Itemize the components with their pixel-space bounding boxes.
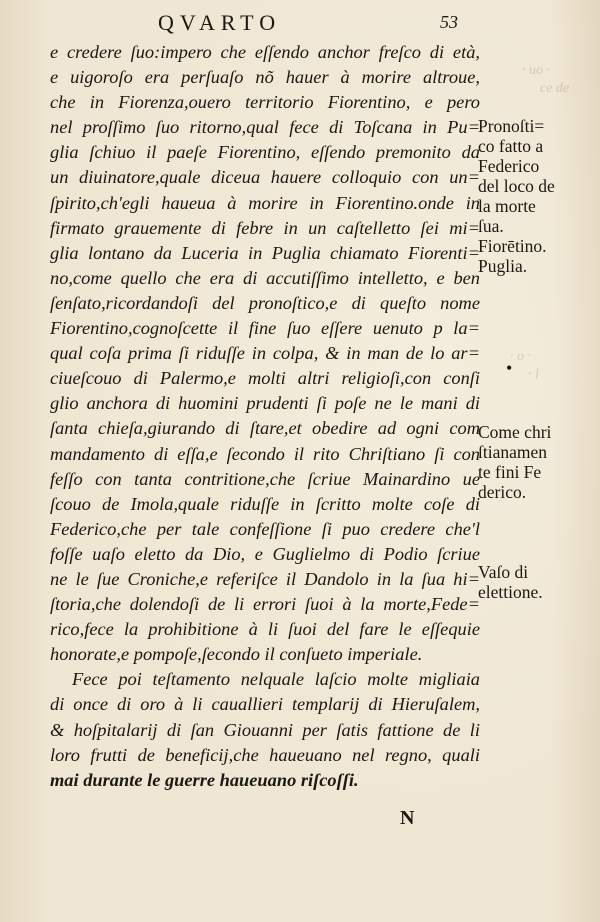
marginal-note-line: ſtianamen bbox=[478, 442, 548, 462]
marginal-note-line: Pronoſti= bbox=[478, 116, 545, 136]
page-header bbox=[0, 6, 600, 40]
text-line: e uigoroſo era perſuaſo nõ hauer à morire altroue, bbox=[50, 67, 480, 88]
text-line: ſcouo de Imola,quale riduſſe in ſcritto molte coſe di bbox=[50, 493, 480, 514]
page-number: 53 bbox=[440, 12, 458, 32]
text-line: ſanta chieſa,giurando di ſtare,et obedire ad ogni com bbox=[50, 418, 480, 439]
bleed-line: · l bbox=[528, 367, 539, 382]
text-line: di once di oro à li cauallieri templarij di Hieruſalem, bbox=[50, 694, 480, 715]
text-line: mai durante le guerre haueuano riſcoſſi. bbox=[50, 769, 359, 790]
text-line: ſtoria,che dolendoſi de li errori ſuoi à la morte,Fede= bbox=[50, 594, 480, 615]
marginal-note-chosen-vessel bbox=[478, 562, 588, 602]
marginal-note-line: te fini Fe bbox=[478, 462, 542, 482]
text-line: rico,fece la prohibitione à li ſuoi del fare le eſſequie bbox=[50, 619, 480, 640]
text-line: glia lontano da Luceria in Puglia chiamato Fiorenti= bbox=[50, 242, 480, 263]
running-head: QVARTO bbox=[158, 10, 282, 35]
text-line: & hoſpitalarij di ſan Giouanni per ſatis fattione de li bbox=[50, 719, 480, 740]
marginal-note-line: ſua. bbox=[478, 216, 504, 236]
text-line: nel proſſimo ſuo ritorno,qual fece di Toſcana in Pu= bbox=[50, 117, 480, 138]
text-line: no,come quello che era di accutiſſimo intelletto, e ben bbox=[50, 267, 480, 288]
marginal-note-line: Fiorētino. bbox=[478, 236, 547, 256]
bleed-line: ce de bbox=[540, 81, 570, 96]
bleed-line: · uo · bbox=[522, 63, 550, 78]
main-text-block bbox=[50, 40, 480, 793]
text-line: ciueſcouo di Palermo,e molti altri religioſi,con conſi bbox=[50, 368, 480, 389]
marginal-note-line: co fatto a bbox=[478, 136, 544, 156]
text-line: ſenſato,ricordandoſi del pronoſtico,e di queſto nome bbox=[50, 292, 480, 313]
bullet-mark-icon: • bbox=[506, 358, 513, 378]
marginal-note-line: la morte bbox=[478, 196, 536, 216]
text-line: firmato grauemente di febre in un caſtelletto ſei mi= bbox=[50, 217, 480, 238]
text-line: mandamento di eſſa,e ſecondo il rito Chriſtiano ſi con bbox=[50, 443, 480, 464]
marginal-note-line: del loco de bbox=[478, 176, 555, 196]
marginal-note-line: elettione. bbox=[478, 582, 543, 602]
marginal-note-line: Come chri bbox=[478, 422, 552, 442]
text-line: e credere ſuo:impero che eſſendo anchor freſco di età, bbox=[50, 42, 480, 62]
text-line: ſpirito,ch'egli haueua à morire in Fiorentino.onde in bbox=[50, 192, 480, 213]
text-line: ne le ſue Croniche,e referiſce il Dandolo in la ſua hi= bbox=[50, 568, 480, 589]
bleed-line: · o · bbox=[510, 349, 531, 364]
text-line: honorate,e pompoſe,ſecondo il conſueto imperiale. bbox=[50, 644, 423, 665]
marginal-note-line: Puglia. bbox=[478, 256, 528, 276]
text-line: foſſe uaſo eletto da Dio, e Guglielmo di Podio ſcriue bbox=[50, 543, 480, 564]
marginal-note-christian-end bbox=[478, 422, 588, 502]
paragraph-start-line: Fece poi teſtamento nelquale laſcio molte migliaia bbox=[72, 669, 480, 690]
text-line: glia ſchiuo il paeſe Fiorentino, eſſendo premonito da bbox=[50, 142, 480, 163]
text-line: che in Fiorenza,ouero territorio Fiorentino, e pero bbox=[50, 92, 480, 113]
signature-mark: N bbox=[400, 807, 415, 829]
text-line: glio anchora di huomini prudenti ſi poſe ne le mani di bbox=[50, 393, 480, 414]
text-line: qual coſa prima ſi riduſſe in colpa, & in man de lo ar= bbox=[50, 343, 480, 364]
marginal-note-prophecy bbox=[478, 116, 588, 276]
marginal-note-line: derico. bbox=[478, 482, 527, 502]
text-line: Federico,che per tale confeſſione ſi puo credere che'l bbox=[50, 518, 480, 539]
marginal-note-line: Vaſo di bbox=[478, 562, 529, 582]
text-line: Fiorentino,cognoſcette il fine ſuo eſſere uenuto p la= bbox=[50, 318, 480, 339]
text-line: loro frutti de beneficij,che haueuano nel regno, quali bbox=[50, 744, 480, 765]
text-line: feſſo con tanta contritione,che ſcriue Mainardino ue bbox=[50, 468, 480, 489]
marginal-note-line: Federico bbox=[478, 156, 540, 176]
text-line: un diuinatore,quale diceua hauere colloquio con un= bbox=[50, 167, 480, 188]
